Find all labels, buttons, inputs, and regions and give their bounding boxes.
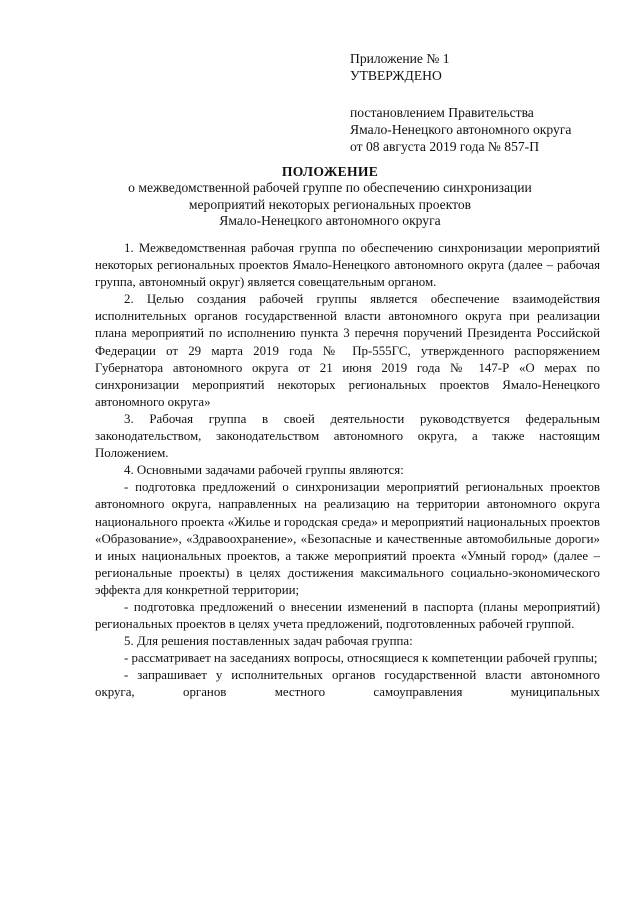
- document-heading: ПОЛОЖЕНИЕ: [281, 164, 379, 179]
- document-body: [95, 240, 600, 702]
- paragraph: 1. Межведомственная рабочая группа по обеспечению синхронизации мероприятий некоторых региональных проектов Ямало-Ненецкого автономного округа (далее – рабочая группа, автономный округ) является совещательным органом.: [95, 241, 600, 290]
- appendix-label: Приложение № 1: [350, 51, 450, 66]
- subtitle-line: мероприятий некоторых региональных проектов: [188, 196, 472, 212]
- subtitle-line: о межведомственной рабочей группе по обеспечению синхронизации: [128, 180, 532, 196]
- decree-line: постановлением Правительства: [350, 105, 534, 120]
- decree-line: Ямало-Ненецкого автономного округа: [350, 122, 572, 137]
- paragraph: 3. Рабочая группа в своей деятельности руководствуется федеральным законодательством, законодательством автономного округа, а также настоящим Положением.: [95, 411, 600, 461]
- paragraph: - подготовка предложений о внесении изменений в паспорта (планы мероприятий) региональных проектов в целях учета предложений, подготовленных рабочей группой.: [95, 599, 600, 632]
- paragraph: 4. Основными задачами рабочей группы являются:: [124, 463, 404, 478]
- paragraph: - подготовка предложений о синхронизации мероприятий региональных проектов автономного округа, направленных на реализацию на территории автономного округа национального проекта «Жилье и городская среда» и мероприятий национальных проектов «Образование», «Здравоохранение», «Безопасные и качественные автомобильные дороги» и иных национальных проектов, а также мероприятий проекта «Умный город» (далее – региональные проекты) в целях достижения максимального социально-экономического эффекта для конкретной территории;: [95, 480, 600, 597]
- paragraph: - запрашивает у исполнительных органов государственной власти автономного округа, органов местного самоуправления муниципальных: [95, 668, 600, 700]
- decree-line: от 08 августа 2019 года № 857-П: [350, 139, 540, 154]
- approved-label: УТВЕРЖДЕНО: [350, 68, 442, 83]
- approval-header: [350, 50, 610, 155]
- document-title: [80, 164, 580, 230]
- paragraph: - рассматривает на заседаниях вопросы, относящиеся к компетенции рабочей группы;: [124, 651, 598, 666]
- paragraph: 2. Целью создания рабочей группы является обеспечение взаимодействия исполнительных органов государственной власти автономного округа при реализации плана мероприятий по исполнению пункта 3 перечня поручений Президента Российской Федерации от 29 марта 2019 года № Пр-555ГС, утвержденного распоряжением Губернатора автономного округа от 21 июня 2019 года № 147-Р «О мерах по синхронизации мероприятий некоторых региональных проектов Ямало-Ненецкого автономного округа»: [95, 292, 600, 409]
- paragraph: 5. Для решения поставленных задач рабочая группа:: [124, 634, 413, 649]
- subtitle-line: Ямало-Ненецкого автономного округа: [219, 213, 441, 229]
